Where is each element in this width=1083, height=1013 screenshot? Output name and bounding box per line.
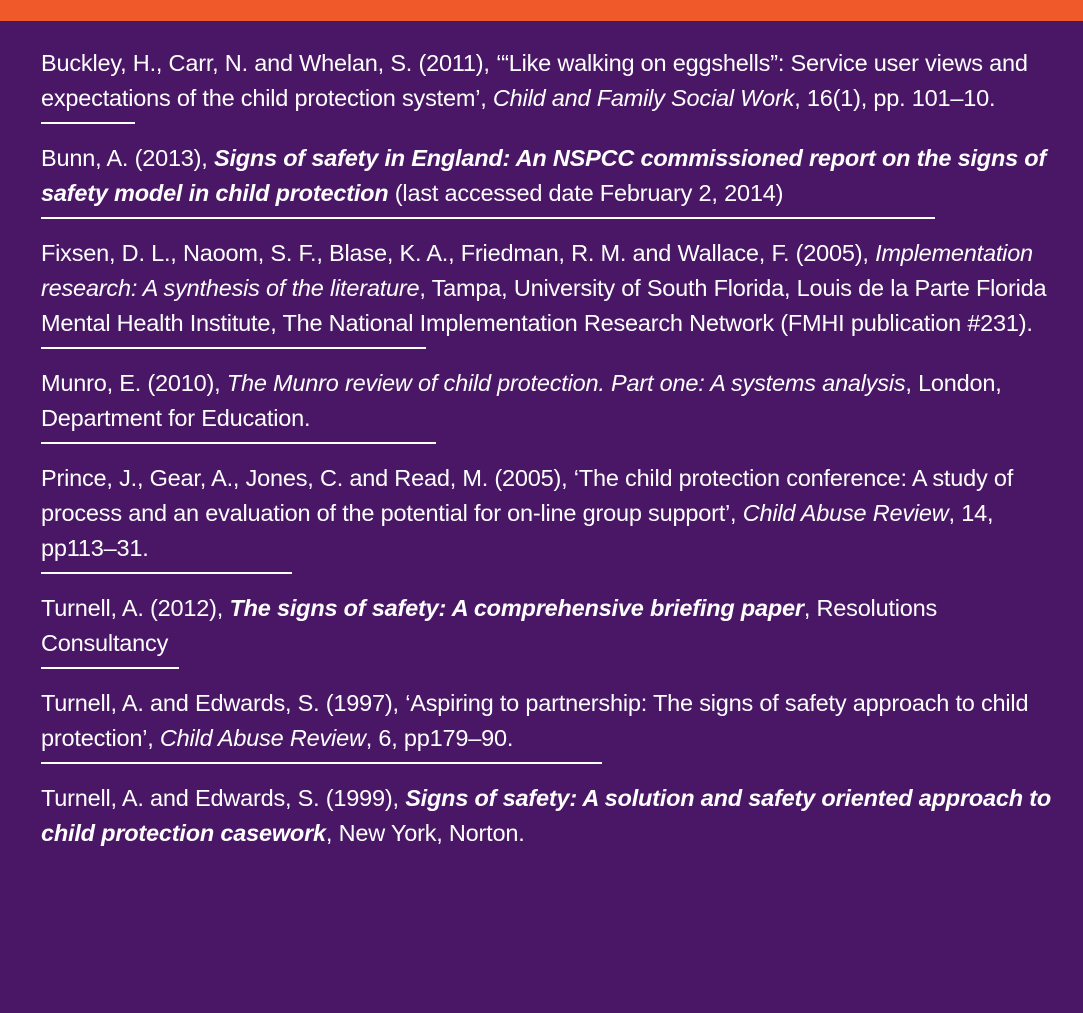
reference-divider	[41, 217, 935, 219]
accent-bar	[0, 0, 1083, 21]
reference-fixsen-2005	[41, 236, 1061, 341]
ref-text: Turnell, A. (2012),	[41, 595, 230, 621]
ref-journal: Child Abuse Review	[742, 500, 949, 526]
ref-title-link[interactable]: Signs of safety: A solution and safety oriented approach to child protection casework	[41, 785, 1052, 846]
reference-divider	[41, 762, 602, 764]
ref-text: Turnell, A. and Edwards, S. (1997), ‘Aspiring to partnership: The signs of safety approach to child protection’,	[41, 690, 1029, 751]
ref-title-link[interactable]: The signs of safety: A comprehensive briefing paper	[229, 595, 804, 621]
reference-divider	[41, 442, 436, 444]
ref-journal: Child and Family Social Work	[492, 85, 795, 111]
ref-text: , New York, Norton.	[325, 820, 525, 846]
reference-divider	[41, 667, 179, 669]
reference-turnell-edwards-1999	[41, 781, 1061, 851]
ref-text: Buckley, H., Carr, N. and Whelan, S. (2011), ‘“Like walking on eggshells”: Service user views and expectations of the child protection system’,	[41, 50, 1028, 111]
ref-text: Munro, E. (2010),	[41, 370, 227, 396]
ref-text: , 14, pp113–31.	[41, 500, 994, 561]
reference-turnell-2012	[41, 591, 1061, 661]
ref-text: , 6, pp179–90.	[365, 725, 514, 751]
ref-title: Implementation research: A synthesis of the literature	[41, 240, 1033, 301]
ref-text: , London, Department for Education.	[41, 370, 1002, 431]
reference-prince-2005	[41, 461, 1061, 566]
ref-text: (last accessed date February 2, 2014)	[388, 180, 784, 206]
reference-divider	[41, 122, 135, 124]
ref-title-link[interactable]: Signs of safety in England: An NSPCC commissioned report on the signs of safety model in child protection	[41, 145, 1047, 206]
reference-turnell-edwards-1997	[41, 686, 1061, 756]
reference-list	[41, 46, 1061, 851]
reference-divider	[41, 347, 426, 349]
ref-text: , Tampa, University of South Florida, Louis de la Parte Florida Mental Health Institute, The National Implementation Research Network (FMHI publication #231).	[41, 275, 1047, 336]
reference-munro-2010	[41, 366, 1061, 436]
ref-text: Fixsen, D. L., Naoom, S. F., Blase, K. A., Friedman, R. M. and Wallace, F. (2005),	[41, 240, 876, 266]
ref-journal: Child Abuse Review	[159, 725, 366, 751]
ref-text: Prince, J., Gear, A., Jones, C. and Read, M. (2005), ‘The child protection conference: A study of process and an evaluation of the potential for on-line group support’,	[41, 465, 1014, 526]
ref-text: , 16(1), pp. 101–10.	[794, 85, 996, 111]
ref-text: , Resolutions Consultancy	[41, 595, 938, 656]
reference-buckley-2011	[41, 46, 1061, 116]
reference-bunn-2013	[41, 141, 1061, 211]
reference-divider	[41, 572, 292, 574]
ref-title: The Munro review of child protection. Part one: A systems analysis	[226, 370, 906, 396]
ref-text: Bunn, A. (2013),	[41, 145, 214, 171]
ref-text: Turnell, A. and Edwards, S. (1999),	[41, 785, 406, 811]
